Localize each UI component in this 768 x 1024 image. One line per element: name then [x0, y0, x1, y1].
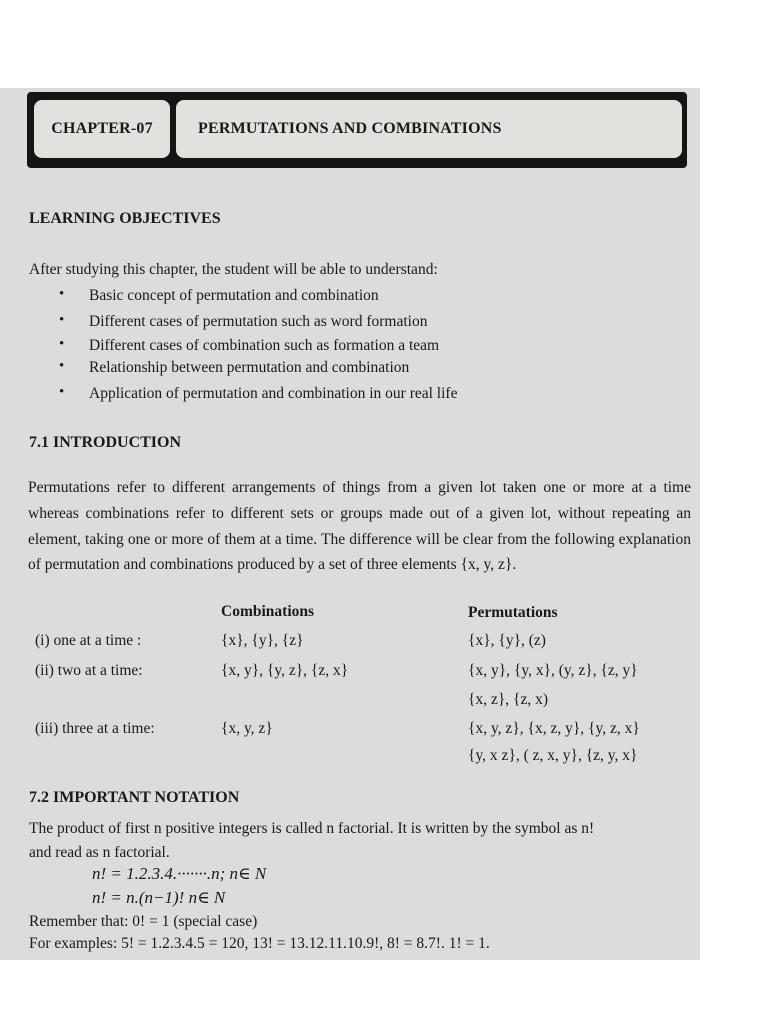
objective-item: • Different cases of combination such as formation a team [89, 337, 439, 355]
chapter-number-text: CHAPTER-07 [51, 120, 153, 137]
row-label: (ii) two at a time: [35, 662, 143, 679]
permutations-column-header: Permutations [468, 604, 558, 621]
learning-objectives-heading: LEARNING OBJECTIVES [29, 210, 221, 227]
permutation-cell: {y, x z}, ( z, x, y}, {z, y, x} [468, 747, 638, 764]
combination-cell: {x}, {y}, {z} [221, 632, 304, 649]
combination-cell: {x, y, z} [221, 720, 273, 737]
introduction-paragraph: Permutations refer to different arrangements of things from a given lot taken one or more at a time whereas combinations refer to different sets or groups made out of a given lot, without repeating an element, taking one or more of them at a time. The difference will be clear from the following explanation of permutation and combinations produced by a set of three elements {x, y, z}. [28, 479, 691, 574]
examples-line: For examples: 5! = 1.2.3.4.5 = 120, 13! = 13.12.11.10.9!, 8! = 8.7!. 1! = 1. [29, 935, 490, 952]
permutation-cell: {x, y}, {y, x}, (y, z}, {z, y} [468, 662, 638, 679]
notation-line: The product of first n positive integers is called n factorial. It is written by the symbol as n! [29, 820, 595, 837]
objectives-intro: After studying this chapter, the student will be able to understand: [29, 261, 438, 278]
objective-item: • Basic concept of permutation and combination [89, 287, 379, 305]
introduction-heading: 7.1 INTRODUCTION [29, 434, 182, 451]
objective-item: • Application of permutation and combination in our real life [89, 385, 457, 403]
objective-item: • Relationship between permutation and combination [89, 359, 409, 377]
chapter-title-text: PERMUTATIONS AND COMBINATIONS [198, 120, 502, 137]
factorial-recursive-formula: n! = n.(n−1)! n∈ N [92, 888, 226, 907]
special-case-note: Remember that: 0! = 1 (special case) [29, 913, 258, 930]
notation-line: and read as n factorial. [29, 844, 170, 861]
permutation-cell: {x, z}, {z, x) [468, 691, 548, 708]
permutation-cell: {x, y, z}, {x, z, y}, {y, z, x} [468, 720, 640, 737]
combination-cell: {x, y}, {y, z}, {z, x} [221, 662, 349, 679]
combinations-column-header: Combinations [221, 603, 315, 620]
row-label: (i) one at a time : [35, 632, 142, 649]
chapter-title [176, 100, 682, 158]
permutation-cell: {x}, {y}, (z) [468, 632, 546, 649]
objective-item: • Different cases of permutation such as word formation [89, 313, 427, 331]
notation-heading: 7.2 IMPORTANT NOTATION [29, 789, 240, 806]
factorial-formula: n! = 1.2.3.4.·······.n; n∈ N [92, 864, 267, 883]
row-label: (iii) three at a time: [35, 720, 155, 737]
document-page [0, 88, 700, 960]
chapter-number [34, 100, 170, 158]
